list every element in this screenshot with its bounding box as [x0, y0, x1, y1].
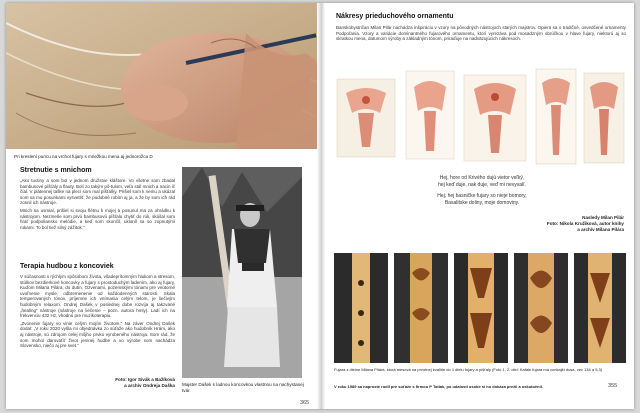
photo-credit: a archív Ondreja Daška: [124, 382, 175, 388]
section2-paragraph: V súčasnosti s rýchlym spôsobom života, všadeprítomným hlukom a stresom, stúlkov bezdierkové koncovky a fujary s prostoduchým ladením, ako aj fujary, Kuďom Milana Pilára, do dutín. Ozvenami, pozemskými tónami pre vnútorné uvoľnenie mysle, odbremenenie od každodenných starostí. Skala temperovaných tónov, príjemne ich vnímania celým telom, je liečivým hudobným relaxom. Ondrej Dašek v poslednej dobe rozvíja aj takzvané „healing“ nástroje (nástroje na liečenie – pozn. autora hmly). Ladí ich na frekvenciu 432 Hz, vhodnú pre muzikoterapiu.: [20, 274, 175, 319]
ornament-drawing: [584, 73, 624, 163]
section2-heading: Terapia hudbou z koncoviek: [20, 263, 114, 270]
section1-text: [20, 178, 175, 232]
poem-line: Hej, hore od Krivého dujú vietor veľký,: [439, 175, 525, 181]
right-page-heading: Nákresy prieduchového ornamentu: [336, 13, 454, 20]
section1-paragraph: „Ako tuctiny a som bol v jednom družstve kláštore. Vo všetne som zbadal bambusové píšťaly a flauty. Bolí zo takým pô-tulom, veľa stál mnich a nacin ič číal. V plátennej taške na plecí som mal píšťalky. Prišiel som k nemu a ukázal som sa mu posunkami vysvetliť, že podobné robím aj ja, a že by som ich rád zosnil ich nástroje.: [20, 178, 175, 206]
section2-signature: Foto: Igor Sivák a Bažíková: [115, 377, 175, 382]
fujara-photo: [454, 253, 508, 363]
ornament-drawings-image: [334, 65, 626, 168]
ornament-drawings: [334, 65, 626, 168]
carving-photo-image: [6, 3, 319, 149]
right-page: [324, 3, 634, 409]
section1-heading: Stretnutie s mnichom: [20, 167, 92, 174]
right-intro-text: Banskobystričan Milan Pilár nachádza inšpiráciu v vzory na pôvodných nástrojoch starých majstrov. Opiera sa o tradičné, osvedčené ornamenty Podpoľania. Vzory a variácie dominantného fujarového ornamentu, ktorí vyrezáva pod mosadzným obrúčkou v hlave fujary, niektorú aj so skratkou mena, datumom výroby a základným tónom, priraďuje na nadväzujúcich nákresoch.: [336, 25, 626, 42]
ornament-drawing: [536, 69, 576, 164]
fujara-photos-caption: Fujara z dielne Milana Pilára, ktorá mesová na prvotnej kvaliňe do 1 dielu fujary a píšťaly (Foto 1, 2, diel: Kafale fujara má vonkajší dusa, vec 134 a 5,3): [334, 367, 603, 372]
left-page: [6, 3, 319, 409]
folk-poem: [402, 175, 562, 206]
fujara-photo: [574, 253, 626, 363]
top-photo-caption: Pri kreslení puncu na vrchol fujary s mriežkou mena aj jednorožca D: [14, 154, 153, 159]
poem-line: Hej, hej basničke fujary so nieje bomory,: [437, 193, 527, 200]
fujara-photos: [334, 253, 626, 363]
fujara-photo: [334, 253, 388, 363]
book-spread: [6, 3, 634, 409]
credit-line: a archív Milana Pilára: [577, 226, 624, 232]
credit-line: Nasledy Milan Pilár: [582, 215, 624, 220]
poem-line: Basalitske doliny, moje domoviny.: [444, 199, 520, 206]
section2-paragraph: „Zvonenie fujary vo vinie celým mojím životom.“ Na záver Ondrej Dašek dodal: „V roku 2020 vyšla mi objednávka zo súťaže ako hudobník Hrám, ako aj nástroje, sú zdrojom celej môjho prvku vyrobeného nástroja. Som rád, že som mohol darovaťiť život jemnej hudbe a vo výrobe som nachádza Slovensko, niečo aj pre svet.“: [20, 320, 175, 349]
ornament-drawing: [337, 79, 395, 157]
ornament-drawing: [406, 71, 454, 159]
musician-photo-image: [182, 167, 302, 378]
section2-text: [20, 274, 175, 351]
ornament-drawing: [464, 75, 526, 161]
fujara-photo: [514, 253, 568, 363]
musician-photo: [182, 167, 302, 378]
right-page-number: 355: [608, 383, 618, 389]
carving-photo: [6, 3, 319, 149]
musician-photo-caption: Majster Dašek s ladnou koncovkou vlastnou na nachystanej tvár.: [182, 382, 304, 393]
credit-line: Foto: Nikola Kružiková, autor knihy: [546, 220, 624, 226]
fujara-photo: [394, 253, 448, 363]
right-footer-text: V roku 1989 sa naprosté rodil pre súťaže s firmou P Tatiak, po udalosti osobe si ho dokáza prežil a uskutočnil.: [334, 384, 543, 389]
fujara-photos-image: [334, 253, 626, 363]
section2-credit: [20, 377, 175, 389]
left-page-number: 365: [300, 400, 310, 406]
section1-paragraph: Mnich sa usmial, prišiel si svoju flétnu k mojej a posunul ma za ohrádku k nástrojom. Nezmeše som prvú bambusovú píšťalu chytiť do rúk, skúšal som hrať podpoliansko melódie, a keď som skončil, ukloníl sa so zopnutými rukami. To bol tiež silný zážitok.“: [20, 207, 175, 230]
right-credits: [474, 215, 624, 232]
poem-line: hej keď duje, nak duje, veď mi nevyvalí.: [438, 181, 526, 188]
